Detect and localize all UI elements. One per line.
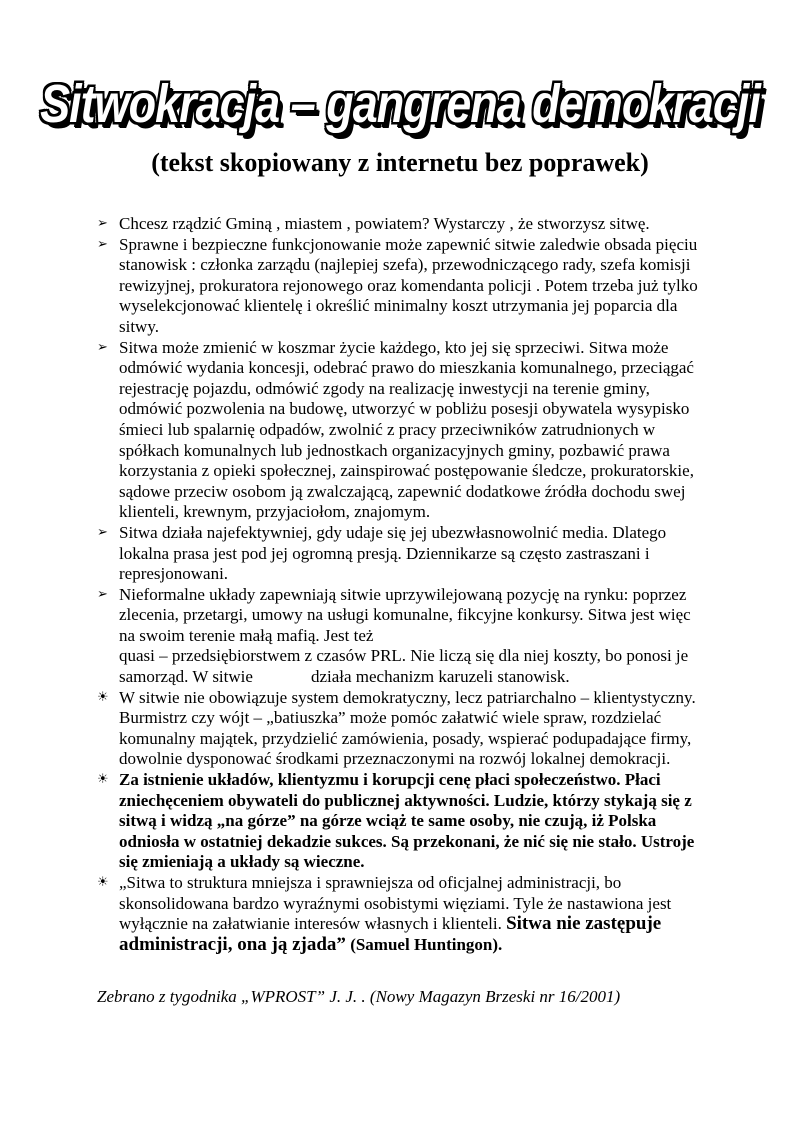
list-item bbox=[97, 338, 700, 523]
bullet-list bbox=[97, 214, 700, 955]
list-item bbox=[97, 585, 700, 688]
item-text: quasi – przedsiębiorstwem z czasów PRL. Nie liczą się dla niej koszty, bo ponosi je samorząd. W sitwie bbox=[119, 646, 689, 687]
arrowhead-bullet-icon: ➢ bbox=[97, 339, 108, 355]
item-text: W sitwie nie obowiązuje system demokratyczny, lecz patriarchalno – klientystyczny. Burmistrz czy wójt – „batiuszka” może pomóc załatwić wiele spraw, rozdzielać komunalny majątek, przydzielić zamówienia, posady, wspierać podupadające firmy, dowolnie dysponować środkami przeznaczonymi na rozwój lokalnej demokracji. bbox=[119, 687, 696, 769]
item-citation: (Samuel Huntingon). bbox=[350, 934, 503, 954]
item-text: Za istnienie układów, klientyzmu i korupcji cenę płaci społeczeństwo. Płaci zniechęceniem obywateli do publicznej aktywności. Ludzie, którzy stykają się z sitwą i widzą „na górze” na górze wciąż te same osoby, nie czują, iż Polska odniosła w ostatniej dekadzie sukces. Są przekonani, że nić się nie stało. Ustroje się zmieniają a układy są wieczne. bbox=[119, 770, 695, 872]
asterisk-bullet-icon: ☀ bbox=[97, 875, 109, 890]
list-item bbox=[97, 523, 700, 585]
item-text: „Sitwa to struktura mniejsza i sprawniejsza od oficjalnej administracji, bo skonsolidowana bardzo wyraźnymi osobistymi więziami. Tyle że nastawiona jest wyłącznie na załatwianie interesów własnych i klienteli. bbox=[119, 873, 672, 934]
list-item bbox=[97, 873, 700, 955]
item-text: Nieformalne układy zapewniają sitwie uprzywilejowaną pozycję na rynku: poprzez zlecenia, przetargi, umowy na usługi komunalne, fikcyjne konkursy. Sitwa jest więc na swoim terenie małą mafią. Jest też bbox=[119, 584, 691, 645]
item-text: Sitwa może zmienić w koszmar życie każdego, kto jej się sprzeciwi. Sitwa może odmówić wydania koncesji, odebrać prawo do mieszkania komunalnego, przeciągać rejestrację pojazdu, odmówić zgody na realizację inwestycji na terenie gminy, odmówić pozwolenia na budowę, utworzyć w pobliżu posesji obywatela wysypisko śmieci lub spalarnię odpadów, zwolnić z pracy przeciwników zatrudnionych w spółkach komunalnych lub jednostkach organizacyjnych gminy, pozbawić prawa korzystania z opieki społecznej, zainspirować postępowanie śledcze, prokuratorskie, sądowe przeciw osobom ją zwalczającą, zapewnić dodatkowe źródła dochodu swej klienteli, krewnym, przyjaciołom, znajomym. bbox=[119, 337, 694, 522]
asterisk-bullet-icon: ☀ bbox=[97, 772, 109, 788]
list-item bbox=[97, 235, 700, 338]
arrowhead-bullet-icon: ➢ bbox=[97, 586, 108, 602]
list-item bbox=[97, 688, 700, 770]
item-text: Sprawne i bezpieczne funkcjonowanie może zapewnić sitwie zaledwie obsada pięciu stanowisk : członka zarządu (najlepiej szefa), przewodniczącego rady, szefa komisji rewizyjnej, prokuratora rejonowego oraz komendanta policji . Potem trzeba już tylko wyselekcjonować klientelę i określić minimalny koszt utrzymania jej poparcia dla sitwy. bbox=[119, 234, 698, 336]
document-subtitle: (tekst skopiowany z internetu bez poprawek) bbox=[151, 148, 649, 177]
document-title: Sitwokracja – gangrena demokracji bbox=[40, 72, 760, 134]
arrowhead-bullet-icon: ➢ bbox=[97, 236, 108, 252]
item-text: Chcesz rządzić Gminą , miastem , powiatem? Wystarczy , że stworzysz sitwę. bbox=[119, 214, 650, 233]
arrowhead-bullet-icon: ➢ bbox=[97, 524, 108, 540]
list-item bbox=[97, 770, 700, 873]
list-item bbox=[97, 214, 700, 235]
item-text: działa mechanizm karuzeli stanowisk. bbox=[310, 667, 570, 687]
source-footer: Zebrano z tygodnika „WPROST” J. J. . (Nowy Magazyn Brzeski nr 16/2001) bbox=[97, 987, 621, 1006]
item-bold-quote: Sitwa nie zastępuje administracji, ona ją zjada” bbox=[119, 913, 662, 955]
arrowhead-bullet-icon: ➢ bbox=[97, 216, 108, 231]
asterisk-bullet-icon: ☀ bbox=[97, 689, 109, 705]
item-text: Sitwa działa najefektywniej, gdy udaje się jej ubezwłasnowolnić media. Dlatego lokalna prasa jest pod jej ogromną presją. Dziennikarze są często zastraszani i represjonowani. bbox=[119, 522, 667, 584]
